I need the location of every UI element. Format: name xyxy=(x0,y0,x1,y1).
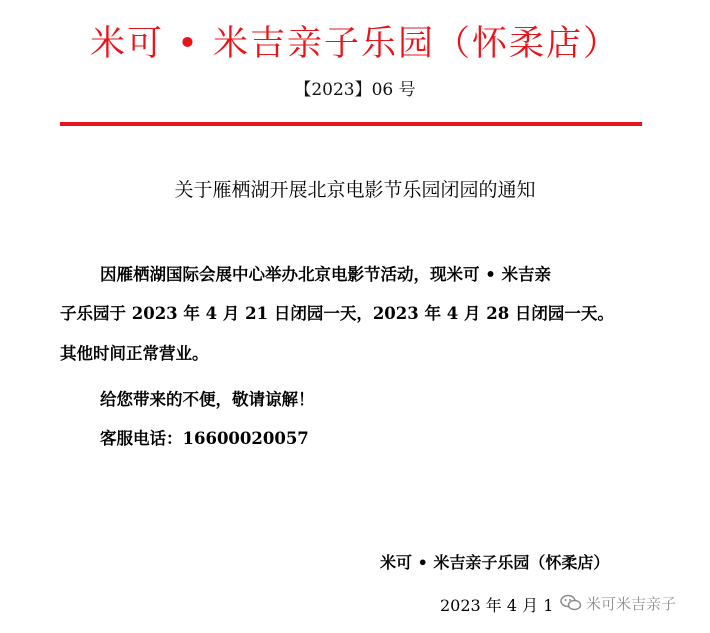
signature-organization: 米可 • 米吉亲子乐园（怀柔店） xyxy=(380,553,610,572)
customer-service-hotline: 客服电话：16600020057 xyxy=(100,429,309,448)
notice-body-line-3: 其他时间正常营业。 xyxy=(60,344,209,363)
wechat-watermark xyxy=(560,591,676,615)
notice-body-line-2: 子乐园于 2023 年 4 月 21 日闭园一天，2023 年 4 月 28 日闭园一天。 xyxy=(60,304,614,323)
apology-text: 给您带来的不便，敬请谅解！ xyxy=(100,390,315,409)
watermark-text: 米可米吉亲子 xyxy=(586,594,677,613)
red-divider-line xyxy=(60,122,642,126)
wechat-icon xyxy=(560,594,582,612)
notice-title: 关于雁栖湖开展北京电影节乐园闭园的通知 xyxy=(174,179,536,201)
document-number: 【2023】06 号 xyxy=(294,80,416,100)
notice-body-line-1: 因雁栖湖国际会展中心举办北京电影节活动，现米可 • 米吉亲 xyxy=(100,265,552,284)
organization-title: 米可 • 米吉亲子乐园（怀柔店） xyxy=(90,24,620,64)
signature-date: 2023 年 4 月 1 xyxy=(440,596,554,615)
